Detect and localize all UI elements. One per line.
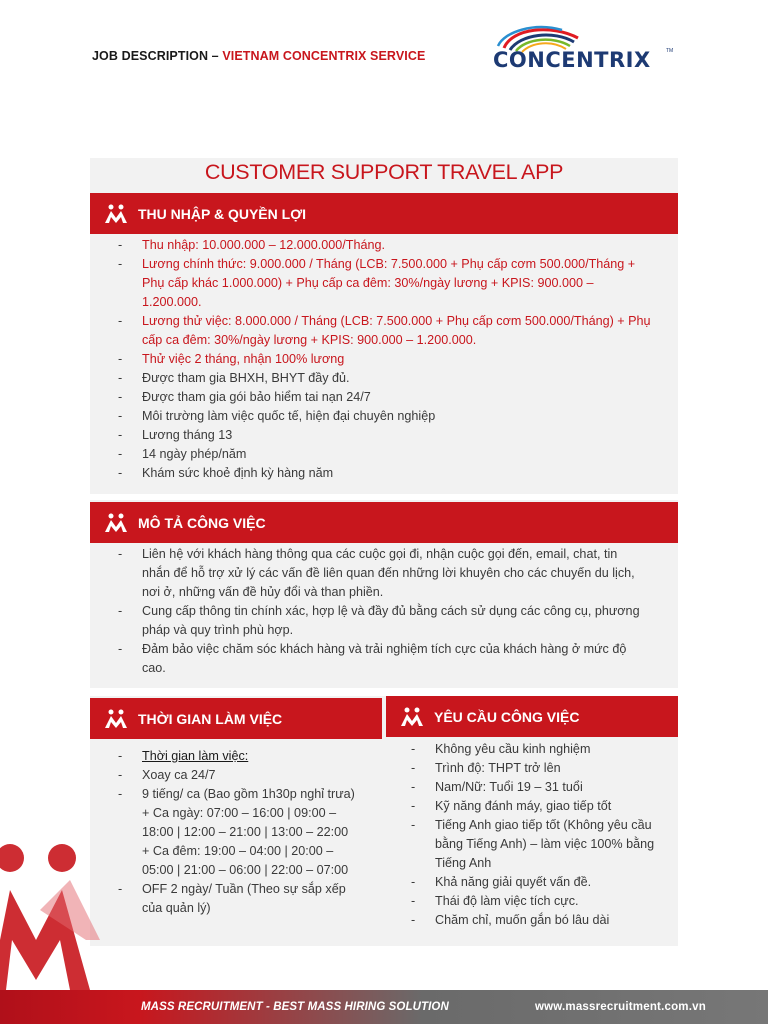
list-item: - Lương chính thức: 9.000.000 / Tháng (LCB: 7.500.000 + Phụ cấp cơm 500.000/Tháng + Phụ cấp khác 1.000.000) + Phụ cấp ca đêm: 30%/ngày lương + KPIS: 900.000 – 1.200.000. [114, 255, 674, 312]
list-item: - Cung cấp thông tin chính xác, hợp lệ và đầy đủ bằng cách sử dụng các công cụ, phương pháp và quy trình phù hợp. [114, 602, 674, 640]
section-header-schedule [90, 698, 382, 739]
list-item: - Thời gian làm việc: [114, 747, 382, 766]
concentrix-logo [490, 24, 675, 74]
section-header-benefits [90, 193, 678, 234]
list-item: - Liên hệ với khách hàng thông qua các cuộc gọi đi, nhận cuộc gọi đến, email, chat, tin nhắn để hỗ trợ xử lý các vấn đề liên quan đến những lời khuyên cho các chuyến du lịch, nơi ở, những vấn đề hủy đổi và than phiền. [114, 545, 674, 602]
section-heading: THỜI GIAN LÀM VIỆC [138, 710, 283, 727]
logo-wordmark: CONCENTRIX [493, 48, 651, 72]
list-item: - Lương tháng 13 [114, 426, 674, 445]
list-item: - Đảm bảo việc chăm sóc khách hàng và trải nghiệm tích cực của khách hàng ở mức độ cao. [114, 640, 674, 678]
list-item: - Khám sức khoẻ định kỳ hàng năm [114, 464, 674, 483]
list-item: - Không yêu cầu kinh nghiệm [407, 740, 677, 759]
list-item: - Môi trường làm việc quốc tế, hiện đại chuyên nghiệp [114, 407, 674, 426]
list-item: - Thu nhập: 10.000.000 – 12.000.000/Tháng. [114, 236, 674, 255]
list-item: - Chăm chỉ, muốn gắn bó lâu dài [407, 911, 677, 930]
description-list [114, 545, 674, 678]
section-heading: MÔ TẢ CÔNG VIỆC [138, 514, 266, 531]
list-item: - Xoay ca 24/7 [114, 766, 382, 785]
list-item: - Được tham gia BHXH, BHYT đầy đủ. [114, 369, 674, 388]
list-item: - Trình độ: THPT trở lên [407, 759, 677, 778]
logo-trademark: TM [666, 48, 674, 54]
mass-recruitment-icon [104, 709, 128, 729]
mass-recruitment-icon [400, 707, 424, 727]
list-item: - Lương thử việc: 8.000.000 / Tháng (LCB: 7.500.000 + Phụ cấp cơm 500.000/Tháng) + Phụ cấp ca đêm: 30%/ngày lương + KPIS: 900.000 – 1.200.000. [114, 312, 674, 350]
page-title: CUSTOMER SUPPORT TRAVEL APP [204, 160, 564, 184]
document-header-title [92, 49, 425, 63]
list-item: - Khả năng giải quyết vấn đề. [407, 873, 677, 892]
requirements-list [407, 740, 677, 930]
list-item: - 9 tiếng/ ca (Bao gồm 1h30p nghỉ trưa) + Ca ngày: 07:00 – 16:00 | 09:00 – 18:00 | 12:00 – 21:00 | 13:00 – 22:00 + Ca đêm: 19:00 – 04:00 | 20:00 – 05:00 | 21:00 – 06:00 | 22:00 – 07:00 [114, 785, 382, 880]
schedule-list [114, 747, 382, 918]
list-item: - Tiếng Anh giao tiếp tốt (Không yêu cầu bằng Tiếng Anh) – làm việc 100% bằng Tiếng Anh [407, 816, 677, 873]
footer-website-link[interactable]: www.massrecruitment.com.vn [535, 1001, 706, 1013]
list-item: - Thái độ làm việc tích cực. [407, 892, 677, 911]
benefits-list [114, 236, 674, 483]
section-heading: YÊU CẦU CÔNG VIỆC [434, 708, 580, 725]
section-header-description [90, 502, 678, 543]
mass-recruitment-icon [104, 204, 128, 224]
section-heading: THU NHẬP & QUYỀN LỢI [138, 205, 307, 222]
header-company: VIETNAM CONCENTRIX SERVICE [222, 49, 426, 63]
section-header-requirements [386, 696, 678, 737]
header-prefix: JOB DESCRIPTION – [92, 49, 223, 63]
mass-recruitment-icon [104, 513, 128, 533]
list-item: - OFF 2 ngày/ Tuần (Theo sự sắp xếp của quản lý) [114, 880, 382, 918]
list-item: - Kỹ năng đánh máy, giao tiếp tốt [407, 797, 677, 816]
footer-slogan: MASS RECRUITMENT - BEST MASS HIRING SOLUTION [141, 1001, 449, 1013]
mascot-figure-decoration [0, 820, 110, 990]
list-item: - Được tham gia gói bảo hiểm tai nạn 24/7 [114, 388, 674, 407]
list-item: - Thử việc 2 tháng, nhận 100% lương [114, 350, 674, 369]
list-item: - 14 ngày phép/năm [114, 445, 674, 464]
list-item: - Nam/Nữ: Tuổi 19 – 31 tuổi [407, 778, 677, 797]
